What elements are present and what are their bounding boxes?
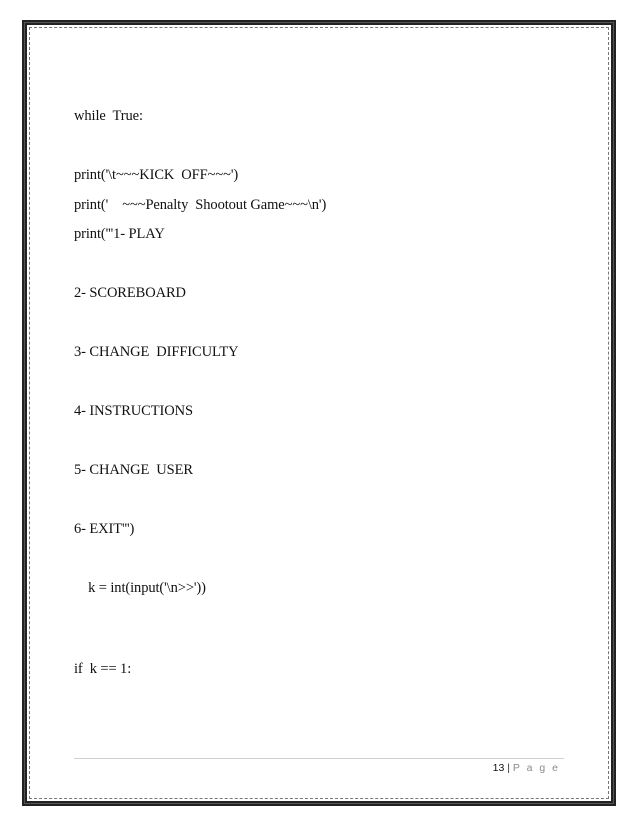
footer-divider — [74, 758, 564, 759]
code-line-if: if k == 1: — [74, 661, 132, 677]
code-line-print-kickoff: print('\t~~~KICK OFF~~~') — [74, 167, 239, 183]
code-line-while: while True: — [74, 108, 143, 124]
page-footer — [493, 762, 560, 774]
code-line-print-title: print(' ~~~Penalty Shootout Game~~~\n') — [74, 197, 327, 213]
code-line-menu-play: print('''1- PLAY — [74, 226, 165, 242]
code-line-menu-difficulty: 3- CHANGE DIFFICULTY — [74, 344, 239, 360]
page-number: 13 — [492, 762, 505, 774]
page-label: P a g e — [512, 762, 560, 774]
code-line-menu-exit: 6- EXIT''') — [74, 521, 135, 537]
code-line-menu-user: 5- CHANGE USER — [74, 462, 193, 478]
page-separator: | — [507, 762, 510, 774]
code-line-menu-scoreboard: 2- SCOREBOARD — [74, 285, 186, 301]
code-line-menu-instructions: 4- INSTRUCTIONS — [74, 403, 193, 419]
code-line-input: k = int(input('\n>>')) — [74, 580, 206, 596]
